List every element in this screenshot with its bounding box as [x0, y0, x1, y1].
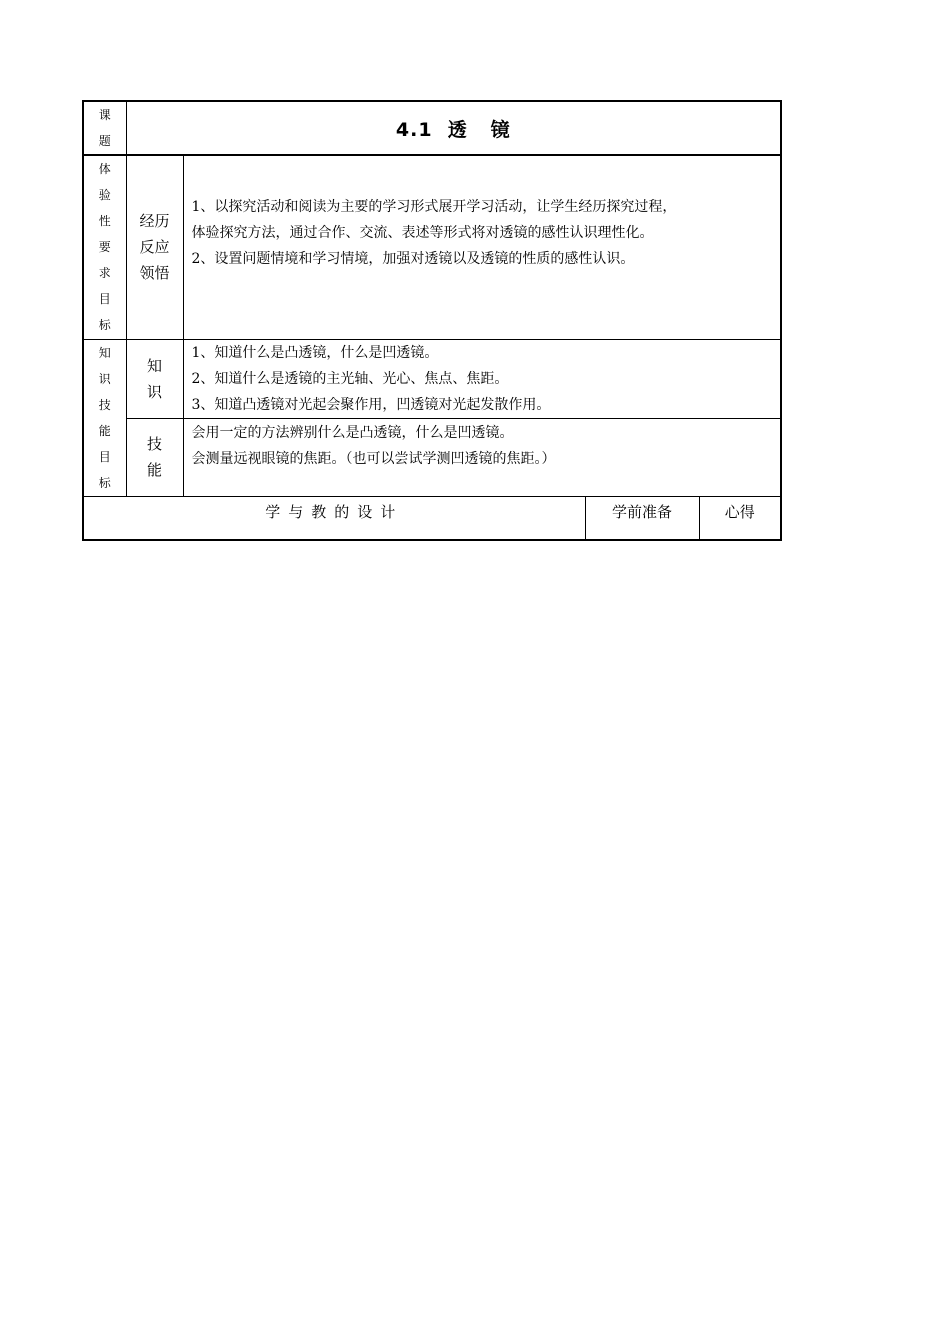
experience-line: 1、以探究活动和阅读为主要的学习形式展开学习活动，让学生经历探究过程， — [191, 199, 677, 216]
prep-column-header — [585, 496, 699, 540]
prep-label: 学前准备 — [611, 502, 672, 521]
topic-label: 课 题 — [83, 101, 126, 155]
skill-row — [83, 418, 781, 496]
experience-goals-label: 体 验 性 要 求 目 标 — [83, 155, 126, 339]
design-label: 学与教的设计 — [265, 502, 404, 521]
knowledge-line: 2、知道什么是透镜的主光轴、光心、焦点、焦距。 — [191, 370, 509, 387]
notes-label: 心得 — [724, 502, 755, 521]
topic-row — [83, 101, 781, 155]
knowledge-skill-goals-label: 知 识 技 能 目 标 — [83, 339, 126, 496]
experience-line: 2、设置问题情境和学习情境，加强对透镜以及透镜的性质的感性认识。 — [191, 251, 635, 268]
knowledge-line: 1、知道什么是凸透镜，什么是凹透镜。 — [191, 344, 439, 361]
knowledge-row — [83, 339, 781, 418]
knowledge-content — [183, 339, 781, 418]
notes-column-header — [699, 496, 781, 540]
design-header-row — [83, 496, 781, 540]
lesson-title-text: 4.1 透 镜 — [395, 118, 511, 141]
skill-content — [183, 418, 781, 496]
lesson-plan-table — [82, 100, 782, 541]
design-column-header — [83, 496, 585, 540]
skill-line: 会用一定的方法辨别什么是凸透镜，什么是凹透镜。 — [191, 424, 514, 441]
experience-goals-row — [83, 155, 781, 339]
experience-sub-label: 经历 反应 领悟 — [126, 155, 183, 339]
knowledge-sub-label: 知 识 — [126, 339, 183, 418]
lesson-title — [126, 101, 781, 155]
experience-line: 体验探究方法，通过合作、交流、表述等形式将对透镜的感性认识理性化。 — [191, 225, 654, 242]
skill-line: 会测量远视眼镜的焦距。（也可以尝试学测凹透镜的焦距。） — [191, 450, 556, 467]
experience-content — [183, 155, 781, 339]
skill-sub-label: 技 能 — [126, 418, 183, 496]
knowledge-line: 3、知道凸透镜对光起会聚作用，凹透镜对光起发散作用。 — [191, 396, 551, 413]
